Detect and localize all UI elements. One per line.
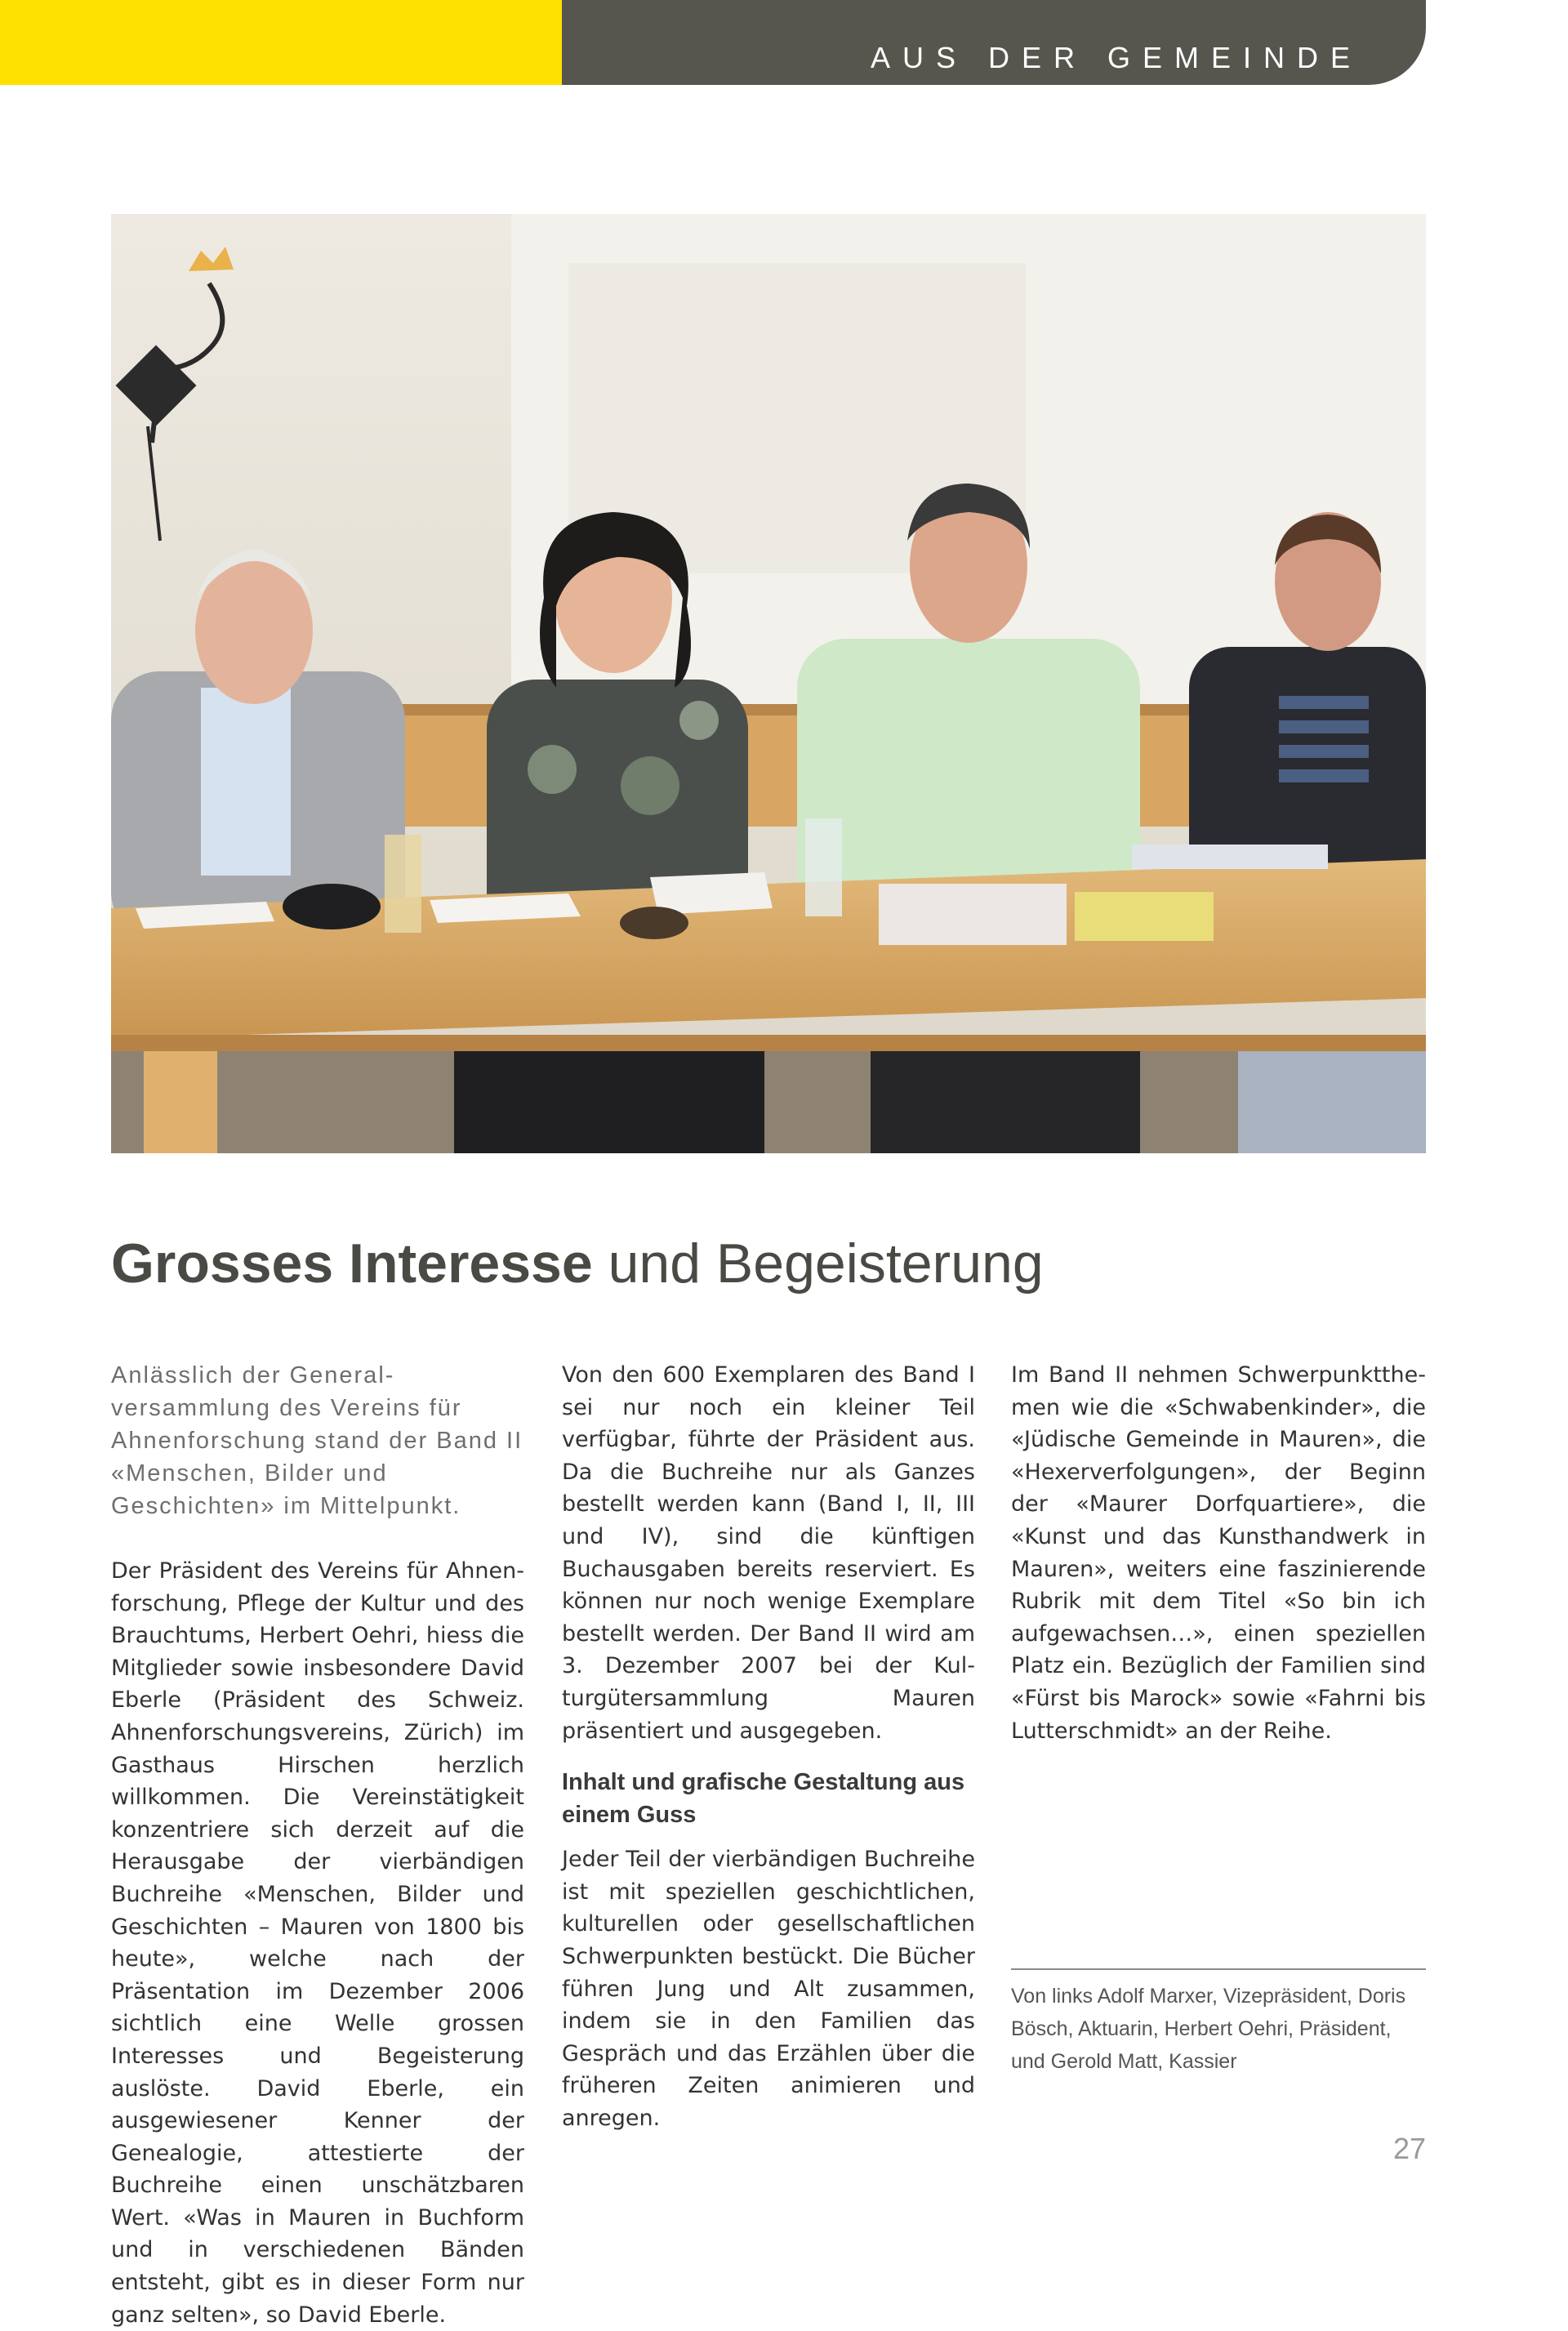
title-light: und Begeisterung [592, 1232, 1044, 1295]
text-column-1 [111, 1359, 524, 2331]
article-lead: Anlässlich der Generalversammlung des Vereins für Ahnenforschung stand der Band II «Menschen, Bilder und Geschichten» im Mittelpunkt. [111, 1362, 523, 1519]
subheading: Inhalt und grafische Gestaltung aus einem Guss [562, 1769, 965, 1829]
caption-divider [1011, 1968, 1426, 1970]
body-paragraph-3: Jeder Teil der vierbändigen Buchreihe ist mit speziellen geschichtlichen, kulturellen oder gesellschaftlichen Schwerpunkten bestückt. Die Bücher führen Jung und Alt zusammen, indem sie in den Familien das Gespräch und das Erzählen über die früheren Zeiten animieren und anregen. [562, 1847, 975, 2131]
body-paragraph-1: Der Präsident des Vereins für Ahnenforschung, Pflege der Kultur und des Brauchtums, Herbert Oehri, hiess die Mitglieder sowie insbesondere David Eberle (Präsident des Schweiz. Ahnenforschungsvereins, Zürich) im Gasthaus Hirschen herzlich willkommen. Die Vereinstätigkeit konzentriere sich derzeit auf die Herausgabe der vierbändigen Buchreihe «Menschen, Bilder und Geschichten – Mauren von 1800 bis heute», welche nach der Präsentation im Dezember 2006 sichtlich eine Welle grossen Interesses und Begeisterung auslöste. David Eberle, ein ausgewiesener Kenner der Genealogie, attestierte der Buchreihe einen unschätzbaren Wert. «Was in Mauren in Buchform und in verschiedenen Bänden entsteht, gibt es in dieser Form nur ganz selten», so David Eberle. [111, 1558, 524, 2328]
title-bold: Grosses Interesse [111, 1232, 593, 1295]
page-number: 27 [1392, 2132, 1426, 2165]
text-column-3 [1011, 1359, 1426, 1747]
article-photo [111, 214, 1426, 1153]
header-section-band [562, 0, 1426, 85]
photo-caption: Von links Adolf Marxer, Vizepräsident, Doris Bösch, Aktuarin, Herbert Oehri, Präsident, und Gerold Matt, Kassier [1011, 1985, 1406, 2073]
text-column-2 [562, 1359, 975, 2134]
photo-illustration [111, 214, 1426, 1153]
body-paragraph-4: Im Band II nehmen Schwerpunktthemen wie die «Schwabenkinder», die «Jüdische Gemeinde in Mauren», die «Hexerverfolgungen», der Beginn der «Maurer Dorfquartiere», die «Kunst und das Kunsthandwerk in Mauren», weiters eine faszinierende Rubrik mit dem Titel «So bin ich aufgewachsen…», einen speziellen Platz ein. Bezüglich der Familien sind «Fürst bis Marock» sowie «Fahrni bis Lutterschmidt» an der Reihe. [1011, 1362, 1426, 1744]
article-title [111, 1232, 1044, 1295]
section-label: AUS DER GEMEINDE [870, 41, 1362, 74]
body-paragraph-2: Von den 600 Exemplaren des Band I sei nur noch ein kleiner Teil verfügbar, führte der Präsident aus. Da die Buchreihe nur als Ganzes bestellt werden kann (Band I, II, III und IV), sind die künftigen Buchausgaben bereits reserviert. Es können nur noch wenige Exemplare bestellt werden. Der Band II wird am 3. Dezember 2007 bei der Kulturgütersammlung Mauren präsentiert und ausgegeben. [562, 1362, 975, 1744]
header-accent-bar [0, 0, 562, 85]
